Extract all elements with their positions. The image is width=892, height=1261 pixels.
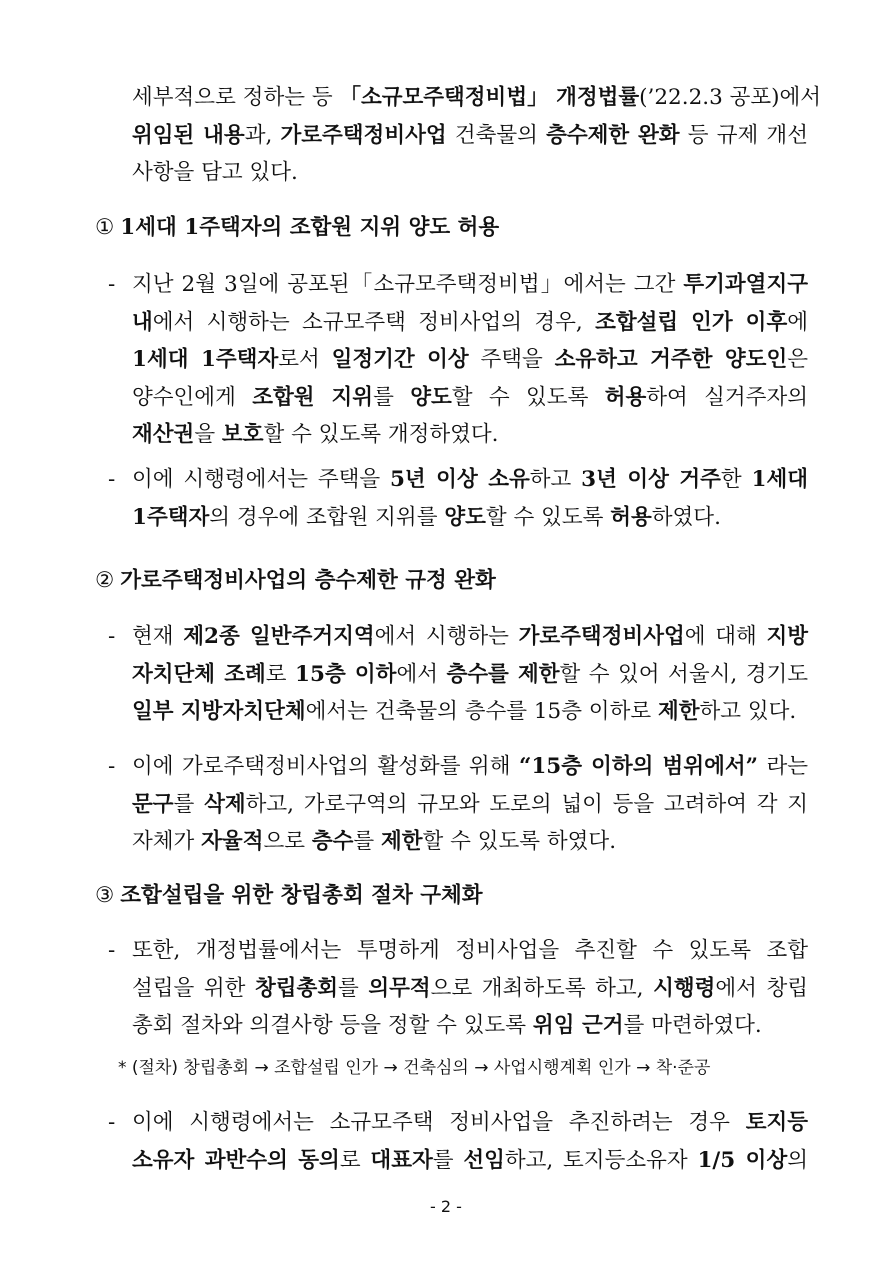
emphasis-text: 허용	[604, 384, 647, 410]
item-line	[132, 656, 808, 694]
item-line	[132, 1142, 808, 1180]
emphasis-text: 제한	[657, 699, 700, 724]
text-run: 하고	[529, 467, 582, 492]
list-dash: -	[108, 938, 116, 963]
list-dash: -	[108, 467, 116, 492]
emphasis-text: 위임된 내용	[132, 122, 245, 148]
emphasis-text: 위임 근거	[532, 1013, 624, 1038]
emphasis-text: 허용	[610, 504, 652, 530]
emphasis-text: 소유자 과반수의 동의	[132, 1147, 340, 1173]
item-line	[132, 970, 808, 1008]
procedure-note: * (절차) 창립총회 → 조합설립 인가 → 건축심의 → 사업시행계획 인가 → 착·준공	[118, 1058, 711, 1078]
list-item	[108, 1104, 808, 1179]
item-line	[132, 618, 808, 656]
emphasis-text: “15층 이하의 범위에서”	[518, 754, 758, 779]
text-run: 할 수 있어 서울시, 경기도	[559, 661, 808, 687]
emphasis-text: 의무적	[368, 975, 431, 1001]
text-run: 으로 개최하도록 하고,	[430, 975, 654, 1001]
emphasis-text: 조합원 지위	[252, 384, 374, 410]
text-run: 총회 절차와 의결사항 등을 정할 수 있도록	[132, 1013, 533, 1038]
list-dash: -	[108, 624, 116, 649]
item-line	[132, 461, 808, 499]
section-heading-3	[95, 881, 483, 911]
emphasis-text: 지방	[766, 624, 808, 649]
text-run: 로	[265, 661, 296, 687]
text-run: 은	[787, 347, 808, 372]
item-line	[132, 416, 808, 454]
text-run: 이에 가로주택정비사업의 활성화를 위해	[132, 754, 519, 779]
item-line	[132, 786, 808, 824]
list-item	[108, 932, 808, 1045]
emphasis-text: 내	[132, 309, 153, 335]
emphasis-text: 소유하고 거주한 양도인	[554, 347, 788, 372]
section-number: ③	[95, 883, 115, 908]
section-title: 가로주택정비사업의 층수제한 규정 완화	[120, 568, 496, 593]
item-line	[132, 932, 808, 970]
emphasis-text: 1세대	[751, 467, 809, 492]
text-run: 과,	[244, 122, 281, 148]
item-line	[132, 748, 808, 786]
list-dash: -	[108, 272, 116, 297]
text-run: 를	[432, 1147, 464, 1173]
item-line	[132, 341, 808, 379]
emphasis-text: 토지등	[745, 1110, 808, 1135]
text-run: 으로	[263, 829, 312, 854]
section-title: 조합설립을 위한 창립총회 절차 구체화	[120, 883, 483, 908]
text-run: 에서 시행하는	[374, 624, 519, 649]
emphasis-text: 문구	[132, 791, 174, 817]
emphasis-text: 창립총회	[254, 975, 339, 1001]
text-run: 자체가	[132, 829, 202, 854]
text-run: 할 수 있도록 하였다.	[422, 829, 617, 854]
intro-line	[132, 154, 808, 192]
text-run: 를 마련하였다.	[623, 1013, 762, 1038]
text-run: 이에 시행령에서는 소규모주택 정비사업을 추진하려는 경우	[132, 1110, 746, 1135]
text-run: 로서	[278, 347, 332, 372]
emphasis-text: 제한	[381, 829, 423, 854]
text-run: 를	[173, 791, 205, 817]
text-run: 양수인에게	[132, 384, 253, 410]
text-run: 지난 2월 3일에 공포된「소규모주택정비법」에서는 그간	[132, 272, 684, 297]
text-run: 하였다.	[651, 504, 721, 530]
text-run: 하고, 가로구역의 규모와 도로의 넓이 등을 고려하여 각 지	[245, 791, 809, 817]
list-item	[108, 266, 808, 454]
section-heading-2	[95, 566, 496, 596]
emphasis-text: 자율적	[201, 829, 264, 854]
text-run: 세부적으로 정하는 등	[132, 85, 340, 110]
emphasis-text: 일부 지방자치단체	[132, 699, 306, 724]
text-run: (’22.2.3 공포)에서	[639, 85, 822, 110]
item-line	[132, 1104, 808, 1142]
emphasis-text: 층수제한 완화	[546, 122, 680, 148]
intro-paragraph	[132, 79, 822, 192]
text-run: 사항을 담고 있다.	[132, 160, 298, 185]
text-run: 의	[787, 1147, 808, 1173]
emphasis-text: 층수	[311, 829, 354, 854]
emphasis-text: 양도	[410, 384, 452, 410]
item-line	[132, 823, 808, 861]
intro-line	[132, 117, 808, 155]
list-item	[108, 461, 808, 536]
text-run: 한	[720, 467, 752, 492]
text-run: 하고 있다.	[699, 699, 797, 724]
emphasis-text: 층수를 제한	[446, 661, 560, 687]
text-run: 할 수 있도록	[485, 504, 611, 530]
item-line	[132, 1007, 808, 1045]
emphasis-text: 제2종 일반주거지역	[183, 624, 375, 649]
text-run: 를	[373, 384, 411, 410]
text-run: 에 대해	[684, 624, 767, 649]
emphasis-text: 삭제	[204, 791, 246, 817]
section-number: ②	[95, 568, 115, 593]
section-heading-1	[95, 213, 499, 243]
text-run: 설립을 위한	[132, 975, 255, 1001]
text-run: 에서	[396, 661, 447, 687]
emphasis-text: 1세대 1주택자	[132, 347, 279, 372]
emphasis-text: 대표자	[370, 1147, 433, 1173]
item-line	[132, 499, 808, 537]
text-run: 주택을	[468, 347, 555, 372]
emphasis-text: 재산권	[132, 422, 195, 447]
emphasis-text: 1/5 이상	[697, 1147, 788, 1173]
emphasis-text: 자치단체 조례	[132, 661, 266, 687]
page-number: - 2 -	[430, 1197, 462, 1216]
text-run: 등 규제 개선	[679, 122, 808, 148]
item-line	[132, 304, 808, 342]
text-run: 또한, 개정법률에서는 투명하게 정비사업을 추진할 수 있도록 조합	[132, 938, 808, 963]
emphasis-text: 시행령	[653, 975, 716, 1001]
text-run: 에서 창립	[715, 975, 809, 1001]
item-line	[132, 379, 808, 417]
emphasis-text: 보호	[221, 422, 264, 447]
item-line	[132, 266, 808, 304]
text-run: 를	[353, 829, 381, 854]
text-run: 하고, 토지등소유자	[504, 1147, 698, 1173]
list-item	[108, 748, 808, 861]
text-run: 에	[787, 309, 809, 335]
text-run: 에서는 건축물의 층수를 15층 이하로	[305, 699, 658, 724]
text-run: 할 수 있도록 개정하였다.	[263, 422, 499, 447]
text-run: 하여 실거주자의	[646, 384, 808, 410]
text-run: 이에 시행령에서는 주택을	[132, 467, 390, 492]
text-run: 를	[338, 975, 369, 1001]
intro-line	[132, 79, 822, 117]
text-run: 할 수 있도록	[451, 384, 605, 410]
emphasis-text: 일정기간 이상	[331, 347, 469, 372]
text-run: 라는	[758, 754, 809, 779]
text-run: 의 경우에 조합원 지위를	[209, 504, 445, 530]
item-line	[132, 693, 808, 731]
emphasis-text: 가로주택정비사업	[280, 122, 447, 148]
emphasis-text: 가로주택정비사업	[518, 624, 685, 649]
text-run: 을	[194, 422, 222, 447]
list-dash: -	[108, 754, 116, 779]
emphasis-text: 「소규모주택정비법」 개정법률	[339, 85, 640, 110]
emphasis-text: 양도	[444, 504, 486, 530]
section-number: ①	[95, 215, 115, 240]
text-run: 현재	[132, 624, 184, 649]
text-run: 로	[339, 1147, 371, 1173]
emphasis-text: 15층 이하	[295, 661, 397, 687]
emphasis-text: 투기과열지구	[683, 272, 808, 297]
emphasis-text: 선임	[463, 1147, 505, 1173]
text-run: 건축물의	[446, 122, 547, 148]
emphasis-text: 조합설립 인가 이후	[595, 309, 788, 335]
emphasis-text: 1주택자	[132, 504, 210, 530]
emphasis-text: 3년 이상 거주	[581, 467, 721, 492]
emphasis-text: 5년 이상 소유	[389, 467, 530, 492]
section-title: 1세대 1주택자의 조합원 지위 양도 허용	[120, 215, 500, 240]
list-dash: -	[108, 1110, 116, 1135]
text-run: 에서 시행하는 소규모주택 정비사업의 경우,	[152, 309, 596, 335]
list-item	[108, 618, 808, 731]
